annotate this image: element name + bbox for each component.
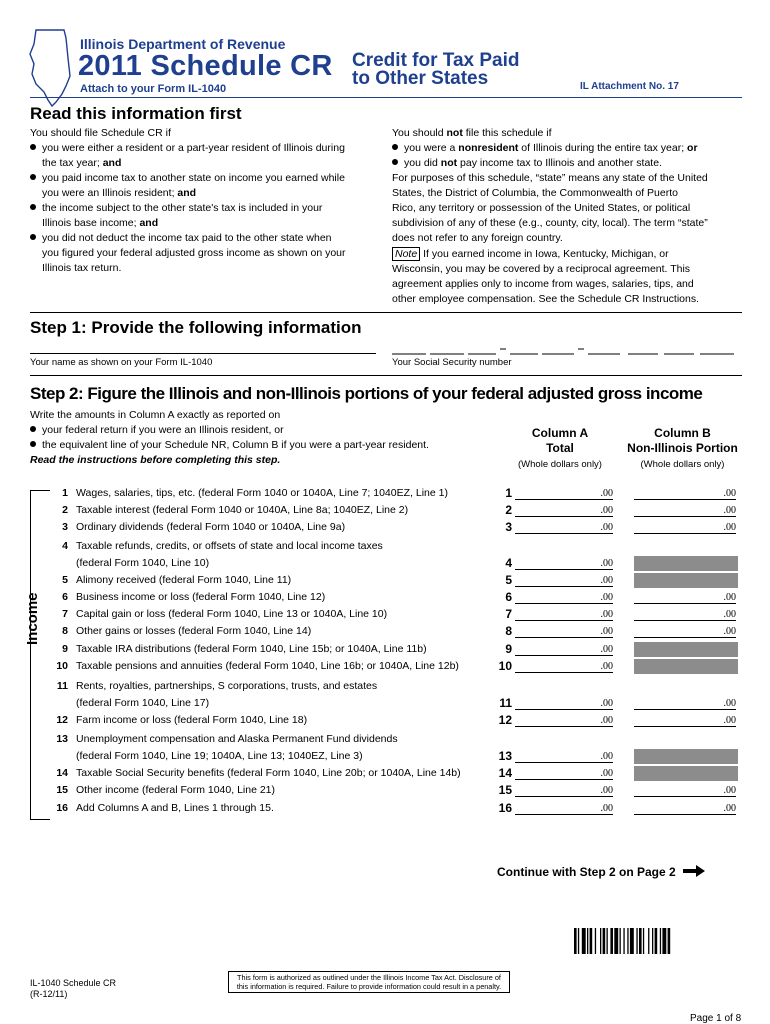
- list-item: the tax year; and: [42, 157, 122, 169]
- line-description: Taxable Social Security benefits (federal Form 1040, Line 20b; or 1040A, Line 14b): [76, 767, 461, 779]
- bullet-icon: [30, 234, 36, 240]
- state-definition-line: subdivision of any of these (e.g., county, city, local). The term “state”: [392, 217, 708, 229]
- ssn-field-label: Your Social Security number: [392, 357, 512, 368]
- list-item: you figured your federal adjusted gross income as shown on your: [42, 247, 346, 259]
- note-line: other employee compensation. See the Schedule CR Instructions.: [392, 293, 700, 305]
- disclosure-box: This form is authorized as outlined under the Illinois Income Tax Act. Disclosure of this information is required. Failure to provide information could result in a penalty.: [228, 971, 510, 993]
- barcode-bar: [639, 928, 642, 954]
- barcode-bar: [590, 928, 593, 954]
- line-number: 11: [56, 680, 68, 692]
- line-ref-number: 13: [498, 749, 512, 763]
- attach-note: Attach to your Form IL-1040: [80, 83, 227, 95]
- column-a-amount-field[interactable]: .00: [515, 751, 613, 763]
- intro-left-column: [30, 126, 380, 276]
- list-item: Illinois tax return.: [42, 262, 122, 274]
- list-item: you did not pay income tax to Illinois and another state.: [392, 156, 744, 171]
- column-a-amount-field[interactable]: .00: [515, 661, 613, 673]
- step2-instructions: Write the amounts in Column A exactly as reported on your federal return if you were an Illinois resident, or the equivalent line of your Schedule NR, Column B if you were a part-year resident. Read the instructions before completing this step.: [30, 409, 429, 466]
- line-ref-number: 4: [505, 556, 512, 570]
- footer-form-id: IL-1040 Schedule CR (R-12/11): [30, 978, 117, 999]
- line-number: 1: [62, 487, 68, 499]
- barcode-bar: [623, 928, 624, 954]
- line-number: 7: [62, 608, 68, 620]
- column-a-amount-field[interactable]: .00: [515, 522, 613, 534]
- list-item: you did not deduct the income tax paid to the other state when: [30, 231, 380, 246]
- line-description: Capital gain or loss (federal Form 1040, Line 13 or 1040A, Line 10): [76, 608, 388, 620]
- agency-name: Illinois Department of Revenue: [80, 36, 286, 52]
- form-title-line1: Credit for Tax Paid: [352, 50, 520, 71]
- column-a-amount-field[interactable]: .00: [515, 768, 613, 780]
- list-item: you were either a resident or a part-year resident of Illinois during: [30, 141, 380, 156]
- list-item: you were an Illinois resident; and: [42, 187, 197, 199]
- barcode-bar: [662, 928, 666, 954]
- column-b-amount-field[interactable]: .00: [634, 626, 736, 638]
- column-b-shaded-cell: [634, 749, 738, 764]
- column-a-amount-field[interactable]: .00: [515, 785, 613, 797]
- line-number: 3: [62, 521, 68, 533]
- note-line: Wisconsin, you may be covered by a reciprocal agreement. This: [392, 263, 691, 275]
- line-ref-number: 1: [505, 486, 512, 500]
- barcode-bar: [668, 928, 671, 954]
- bullet-icon: [392, 159, 398, 165]
- column-b-amount-field[interactable]: .00: [634, 715, 736, 727]
- line-ref-number: 15: [498, 783, 512, 797]
- barcode-bar: [620, 928, 621, 954]
- bullet-icon: [30, 441, 36, 447]
- state-definition-line: does not refer to any foreign country.: [392, 232, 563, 244]
- ssn-field[interactable]: [392, 343, 737, 355]
- column-a-amount-field[interactable]: .00: [515, 575, 613, 587]
- name-field[interactable]: [30, 353, 376, 354]
- arrow-right-icon: [683, 865, 705, 877]
- intro-right-column: [392, 126, 744, 307]
- line-description: Other gains or losses (federal Form 1040, Line 14): [76, 625, 312, 637]
- note-line: Note If you earned income in Iowa, Kentucky, Michigan, or: [392, 247, 744, 262]
- column-b-amount-field[interactable]: .00: [634, 488, 736, 500]
- column-b-amount-field[interactable]: .00: [634, 505, 736, 517]
- line-number: 16: [56, 802, 68, 814]
- barcode-bar: [610, 928, 613, 954]
- barcode-bar: [578, 928, 579, 954]
- column-a-amount-field[interactable]: .00: [515, 715, 613, 727]
- column-a-amount-field[interactable]: .00: [515, 592, 613, 604]
- step1-rule: [30, 375, 742, 376]
- intro-right-lead: You should not file this schedule if: [392, 127, 552, 139]
- line-ref-number: 12: [498, 713, 512, 727]
- line-description: Add Columns A and B, Lines 1 through 15.: [76, 802, 274, 814]
- line-description: Business income or loss (federal Form 1040, Line 12): [76, 591, 326, 603]
- line-description: Taxable IRA distributions (federal Form 1040, Line 15b; or 1040A, Line 11b): [76, 643, 427, 655]
- bullet-icon: [30, 426, 36, 432]
- line-description: (federal Form 1040, Line 17): [76, 697, 210, 709]
- barcode-bar: [582, 928, 586, 954]
- illinois-state-outline-icon: [26, 28, 76, 108]
- continue-note: Continue with Step 2 on Page 2: [497, 865, 705, 879]
- line-number: 14: [56, 767, 68, 779]
- column-b-shaded-cell: [634, 659, 738, 674]
- attachment-number: IL Attachment No. 17: [580, 81, 679, 92]
- state-definition-line: Rico, any territory or possession of the United States, or political: [392, 202, 691, 214]
- line-ref-number: 3: [505, 520, 512, 534]
- column-a-amount-field[interactable]: .00: [515, 698, 613, 710]
- column-a-header: Column A Total (Whole dollars only): [518, 426, 602, 470]
- barcode-bar: [587, 928, 588, 954]
- bullet-icon: [392, 144, 398, 150]
- barcode-bar: [614, 928, 618, 954]
- step1-heading: Step 1: Provide the following information: [30, 318, 362, 337]
- line-description: Unemployment compensation and Alaska Permanent Fund dividends: [76, 733, 398, 745]
- line-description: Taxable interest (federal Form 1040 or 1040A, Line 8a; 1040EZ, Line 2): [76, 504, 409, 516]
- intro-rule: [30, 312, 742, 313]
- line-description: Rents, royalties, partnerships, S corporations, trusts, and estates: [76, 680, 378, 692]
- line-number: 8: [62, 625, 68, 637]
- column-a-amount-field[interactable]: .00: [515, 488, 613, 500]
- barcode-bar: [660, 928, 661, 954]
- page-number: Page 1 of 8: [690, 1013, 742, 1024]
- line-number: 4: [62, 540, 68, 552]
- column-a-amount-field[interactable]: .00: [515, 626, 613, 638]
- barcode-bar: [648, 928, 649, 954]
- column-b-shaded-cell: [634, 573, 738, 588]
- note-label: Note: [392, 247, 420, 261]
- bullet-icon: [30, 204, 36, 210]
- barcode-bar: [652, 928, 653, 954]
- line-number: 10: [56, 660, 68, 672]
- line-description: (federal Form 1040, Line 19; 1040A, Line 13; 1040EZ, Line 3): [76, 750, 363, 762]
- line-ref-number: 5: [505, 573, 512, 587]
- column-b-shaded-cell: [634, 556, 738, 571]
- line-number: 9: [62, 643, 68, 655]
- line-number: 6: [62, 591, 68, 603]
- line-number: 12: [56, 714, 68, 726]
- barcode-bar: [600, 928, 601, 954]
- line-ref-number: 2: [505, 503, 512, 517]
- line-description: Taxable pensions and annuities (federal Form 1040, Line 16b; or 1040A, Line 12b): [76, 660, 459, 672]
- column-a-amount-field[interactable]: .00: [515, 505, 613, 517]
- column-b-header: Column B Non-Illinois Portion (Whole dollars only): [627, 426, 738, 470]
- column-b-shaded-cell: [634, 642, 738, 657]
- line-number: 2: [62, 504, 68, 516]
- barcode-bar: [636, 928, 637, 954]
- line-description: Ordinary dividends (federal Form 1040 or 1040A, Line 9a): [76, 521, 346, 533]
- barcode-bar: [630, 928, 634, 954]
- line-ref-number: 14: [498, 766, 512, 780]
- column-b-amount-field[interactable]: .00: [634, 698, 736, 710]
- list-item: you were a nonresident of Illinois during the entire tax year; or: [392, 141, 744, 156]
- column-a-amount-field[interactable]: .00: [515, 803, 613, 815]
- state-definition-line: States, the District of Columbia, the Commonwealth of Puerto: [392, 187, 678, 199]
- line-description: Wages, salaries, tips, etc. (federal Form 1040 or 1040A, Line 7; 1040EZ, Line 1): [76, 487, 448, 499]
- barcode-bar: [595, 928, 596, 954]
- name-field-label: Your name as shown on your Form IL-1040: [30, 357, 213, 368]
- column-a-amount-field[interactable]: .00: [515, 644, 613, 656]
- income-side-label: Income: [24, 592, 41, 645]
- column-b-amount-field[interactable]: .00: [634, 592, 736, 604]
- income-bracket: [30, 490, 50, 820]
- step2-heading: Step 2: Figure the Illinois and non-Illinois portions of your federal adjusted gross income: [30, 384, 703, 403]
- line-ref-number: 16: [498, 801, 512, 815]
- form-title-line2: to Other States: [352, 68, 489, 89]
- column-b-amount-field[interactable]: .00: [634, 522, 736, 534]
- column-a-amount-field[interactable]: .00: [515, 558, 613, 570]
- barcode-bar: [643, 928, 644, 954]
- line-ref-number: 6: [505, 590, 512, 604]
- line-number: 5: [62, 574, 68, 586]
- list-item: you paid income tax to another state on income you earned while: [30, 171, 380, 186]
- line-description: Farm income or loss (federal Form 1040, Line 18): [76, 714, 308, 726]
- list-item: the income subject to the other state's tax is included in your: [30, 201, 380, 216]
- bullet-icon: [30, 174, 36, 180]
- list-item: Illinois base income; and: [42, 217, 159, 229]
- barcode: [574, 928, 702, 960]
- column-b-amount-field[interactable]: .00: [634, 609, 736, 621]
- line-ref-number: 9: [505, 642, 512, 656]
- form-name: 2011 Schedule CR: [78, 50, 333, 82]
- barcode-bar: [603, 928, 606, 954]
- barcode-bar: [655, 928, 658, 954]
- column-b-amount-field[interactable]: .00: [634, 803, 736, 815]
- column-a-amount-field[interactable]: .00: [515, 609, 613, 621]
- intro-left-lead: You should file Schedule CR if: [30, 127, 171, 139]
- line-description: Alimony received (federal Form 1040, Line 11): [76, 574, 292, 586]
- ssn-boxes: [392, 343, 737, 355]
- line-number: 15: [56, 784, 68, 796]
- note-line: agreement applies only to income from wages, salaries, tips, and: [392, 278, 694, 290]
- intro-heading: Read this information first: [30, 104, 242, 123]
- line-description: Other income (federal Form 1040, Line 21): [76, 784, 276, 796]
- column-b-amount-field[interactable]: .00: [634, 785, 736, 797]
- bullet-icon: [30, 144, 36, 150]
- barcode-bar: [627, 928, 628, 954]
- line-description: (federal Form 1040, Line 10): [76, 557, 210, 569]
- line-description: Taxable refunds, credits, or offsets of state and local income taxes: [76, 540, 383, 552]
- barcode-bar: [574, 928, 577, 954]
- header-rule: [30, 97, 742, 98]
- line-ref-number: 7: [505, 607, 512, 621]
- line-number: 13: [56, 733, 68, 745]
- line-ref-number: 11: [499, 696, 512, 710]
- line-ref-number: 10: [498, 659, 512, 673]
- column-b-shaded-cell: [634, 766, 738, 781]
- barcode-bar: [607, 928, 608, 954]
- state-definition-line: For purposes of this schedule, “state” means any state of the United: [392, 172, 708, 184]
- line-ref-number: 8: [505, 624, 512, 638]
